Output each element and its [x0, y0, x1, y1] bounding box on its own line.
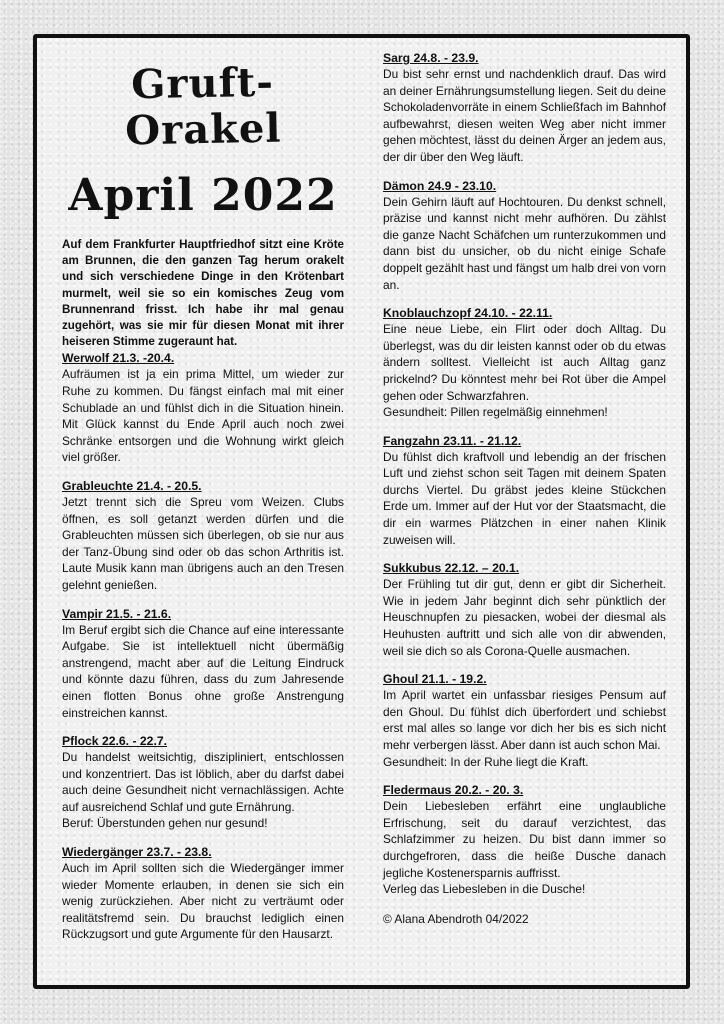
section-heading: Pflock 22.6. - 22.7. [62, 734, 168, 749]
section-text: Jetzt trennt sich die Spreu vom Weizen. Clubs öffnen, es soll getanzt werden dürfen und die Grableuchten müssen sich überlegen, ob sie nur aus der Tanz-Übung sind oder ob das schon Arthritis ist. Laute Musik kann man übrigens auch an den Tresen gelehnt genießen. [62, 494, 344, 592]
section-text: Der Frühling tut dir gut, denn er gibt dir Sicherheit. Wie in jedem Jahr beginnt dich sehr pünktlich der Heuschnupfen zu piesacken, wobei der diesmal als Heuhusten auftritt und sich alle von dir abwenden, weil sie dich so als Corona-Quelle ausmachen. [383, 577, 666, 658]
section-text: Auch im April sollten sich die Wiedergänger immer wieder Momente erlauben, in denen sie sich ein wenig zurückziehen. Aber nicht zu verträumt oder realitätsfremd sein. Du brauchst lediglich einen Rückzugsort und gute Argumente für den Hausarzt. [62, 861, 344, 942]
page-subtitle: April 2022 [68, 170, 338, 221]
horoscope-ghoul [383, 671, 666, 770]
section-heading: Werwolf 21.3. -20.4. [62, 351, 175, 366]
horoscope-fangzahn [383, 433, 666, 549]
section-extra: Beruf: Überstunden gehen nur gesund! [62, 816, 268, 831]
copyright-notice: © Alana Abendroth 04/2022 [383, 911, 529, 926]
section-heading: Grableuchte 21.4. - 20.5. [62, 478, 202, 493]
section-text: Im April wartet ein unfassbar riesiges Pensum auf den Ghoul. Du fühlst dich überfordert und schiebst erst mal alles so lange vor dich her bis es sich nicht mehr verbergen lässt. Aber dann ist auch schon Mai. [383, 688, 666, 752]
title-block [62, 58, 344, 223]
horoscope-sukkubus [383, 560, 666, 659]
horoscope-pflock [62, 733, 344, 832]
horoscope-grableuchte [62, 478, 344, 594]
section-extra: Verleg das Liebesleben in die Dusche! [383, 882, 586, 897]
section-text: Aufräumen ist ja ein prima Mittel, um wieder zur Ruhe zu kommen. Du fängst einfach mal mit einer Schublade an und fühlst dich in die Situation hinein. Mit Glück kannst du Ende April auch noch zwei Schränke entsorgen und die Wohnung wirkt gleich viel größer. [62, 367, 344, 465]
section-heading: Ghoul 21.1. - 19.2. [383, 672, 487, 687]
section-heading: Fledermaus 20.2. - 20. 3. [383, 783, 524, 798]
section-heading: Vampir 21.5. - 21.6. [62, 606, 172, 621]
section-text: Im Beruf ergibt sich die Chance auf eine interessante Aufgabe. Sie ist intellektuell nicht übermäßig anstrengend, macht aber auf die Leitung Eindruck und könnte dazu führen, dass du zum Jahresende einen flotten Bonus ohne große Anstrengung einstreichen kannst. [62, 622, 344, 720]
section-extra: Gesundheit: In der Ruhe liegt die Kraft. [383, 754, 589, 769]
horoscope-wiedergaenger [62, 844, 344, 943]
horoscope-sarg [383, 50, 666, 166]
section-text: Dein Liebesleben erfährt eine unglaubliche Erfrischung, seit du darauf verzichtest, das Schlafzimmer zu heizen. Du bist dann immer so durchgefroren, dass die heiße Dusche danach jegliche Kostenersparnis auffrisst. [383, 799, 666, 880]
section-heading: Sukkubus 22.12. – 20.1. [383, 561, 520, 576]
section-heading: Fangzahn 23.11. - 21.12. [383, 433, 522, 448]
left-column [62, 55, 344, 955]
section-text: Du handelst weitsichtig, diszipliniert, entschlossen und konzentriert. Das ist löblich, aber du darfst dabei auch deine Gesundheit nicht vernachlässigen. Achte auf ausreichend Schlaf und gute Ernährung. [62, 750, 344, 814]
section-heading: Knoblauchzopf 24.10. - 22.11. [383, 306, 553, 321]
section-heading: Sarg 24.8. - 23.9. [383, 51, 479, 65]
horoscope-daemon [383, 178, 666, 294]
horoscope-werwolf [62, 350, 344, 466]
section-text: Dein Gehirn läuft auf Hochtouren. Du denkst schnell, präzise und kannst nicht mehr aufhören. Du zählst die ganze Nacht Schäfchen um runterzukommen und dann bist du unsicher, ob du nicht einige Schafe doppelt gezählt hast und fängst um halb drei von vorn an. [383, 194, 666, 292]
section-text: Eine neue Liebe, ein Flirt oder doch Alltag. Du überlegst, was du dir leisten kannst oder ob du etwas ändern solltest. Vielleicht ist auch Alltag ganz prickelnd? Du könntest mehr bei Rot über die Ampel gehen oder Schwarzfahren. [383, 322, 666, 403]
section-heading: Dämon 24.9 - 23.10. [383, 178, 497, 193]
section-heading: Wiedergänger 23.7. - 23.8. [62, 845, 212, 860]
section-text: Du bist sehr ernst und nachdenklich drauf. Das wird an deiner Ernährungsumstellung liegen. Seit du deine Schokoladenvorräte in einem Schließfach im Bahnhof aufbewahrst, diesen weiten Weg aber nicht immer gehen möchtest, lässt du deinen Ärger an jedem aus, der dir über den Weg läuft. [383, 67, 666, 164]
horoscope-fledermaus [383, 782, 666, 898]
section-extra: Gesundheit: Pillen regelmäßig einnehmen! [383, 405, 608, 420]
horoscope-knoblauchzopf [383, 305, 666, 421]
section-text: Du fühlst dich kraftvoll und lebendig an der frischen Luft und ziehst schon seit Tagen mit deinem Spaten durchs Viertel. Du gräbst jedes kleine Stückchen Erde um. Immer auf der Hut vor der Staatsmacht, die dir ein warmes Plätzchen in einer nahen Klinik zuweisen will. [383, 449, 666, 547]
horoscope-vampir [62, 606, 344, 722]
right-column [383, 50, 666, 926]
page-title: Gruft-Orakel [124, 58, 282, 155]
intro-text: Auf dem Frankfurter Hauptfriedhof sitzt eine Kröte am Brunnen, die den ganzen Tag herum orakelt und sich verschiedene Dinge in den Krötenbart murmelt, weil sie so ein komisches Zeug vom Brunnenrand frisst. Ich habe ihr mal genau zugehört, was sie mir für diesen Monat mit ihrer heiseren Stimme zugeraunt hat. [62, 238, 344, 349]
